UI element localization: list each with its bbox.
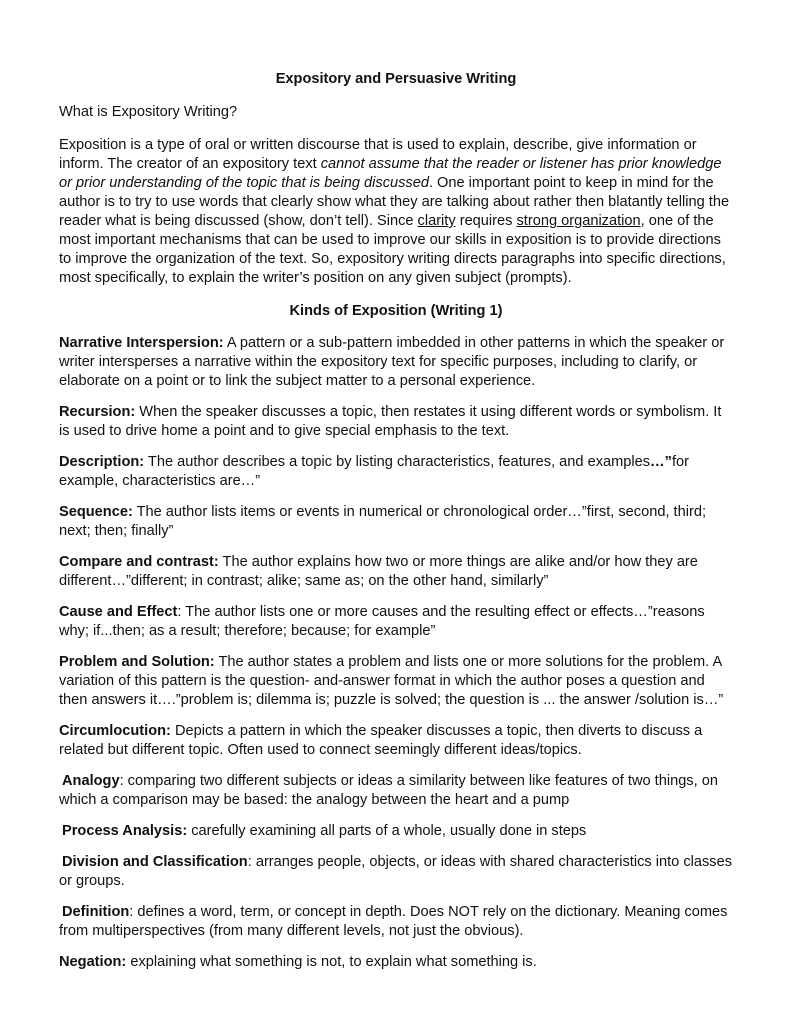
entry-analogy <box>59 772 733 810</box>
intro-text-1: Exposition is a type of oral or written discourse that is used to explain, describe, give information or inform. The creator of an expository text <box>59 137 697 172</box>
entry-problem-solution <box>59 653 733 710</box>
document-page <box>59 70 733 984</box>
underlined-strong-organization: strong organization <box>516 213 641 229</box>
entry-bold-ellipsis: …” <box>650 454 672 470</box>
entry-circumlocution <box>59 722 733 760</box>
entry-recursion <box>59 403 733 441</box>
entry-term: Process Analysis: <box>62 823 188 839</box>
entry-term: Compare and contrast: <box>59 554 219 570</box>
entry-text: carefully examining all parts of a whole, usually done in steps <box>187 823 587 839</box>
section-subtitle: Kinds of Exposition (Writing 1) <box>289 303 503 319</box>
entry-text: : comparing two different subjects or ideas a similarity between like features of two things, on which a comparison may be based: the analogy between the heart and a pump <box>59 773 718 808</box>
entry-process-analysis <box>59 822 733 841</box>
document-title: Expository and Persuasive Writing <box>275 71 517 87</box>
entry-term: Description: <box>59 454 145 470</box>
entry-narrative-interspersion <box>59 334 733 391</box>
entry-term: Sequence: <box>59 504 133 520</box>
entry-text: : arranges people, objects, or ideas with shared characteristics into classes or groups. <box>59 854 732 889</box>
entry-term: Circumlocution: <box>59 723 171 739</box>
intro-text-3: requires <box>455 213 517 229</box>
entry-term: Recursion: <box>59 404 136 420</box>
entry-text: A pattern or a sub-pattern imbedded in other patterns in which the speaker or writer intersperses a narrative within the expository text for specific purposes, including to clarify, or elaborate on a point or to link the subject matter to a personal experience. <box>59 335 725 389</box>
entry-division-classification <box>59 853 733 891</box>
entry-term: Negation: <box>59 954 127 970</box>
entry-term: Division and Classification <box>62 854 248 870</box>
entry-text-continued: for example, characteristics are…” <box>59 454 689 489</box>
intro-paragraph <box>59 136 733 288</box>
entry-text: The author describes a topic by listing characteristics, features, and examples <box>144 454 651 470</box>
entry-term: Definition <box>62 904 130 920</box>
entry-text: : The author lists one or more causes and the resulting effect or effects…”reasons why; if...then; as a result; therefore; because; for example” <box>59 604 705 639</box>
entry-definition <box>59 903 733 941</box>
intro-text-2: . One important point to keep in mind for the author is to try to use words that clearly show what they are talking about rather then blatantly telling the reader what is being discussed (show, don’t tell). Since <box>59 175 730 229</box>
entry-text: Depicts a pattern in which the speaker discusses a topic, then diverts to discuss a related but different topic. Often used to connect seemingly different ideas/topics. <box>59 723 703 758</box>
intro-italic-text: cannot assume that the reader or listener has prior knowledge or prior understanding of the topic that is being discussed <box>59 156 722 191</box>
entry-description <box>59 453 733 491</box>
intro-text-4: , one of the most important mechanisms that can be used to improve our skills in exposition is to provide directions to improve the organization of the text. So, expository writing directs paragraphs into specific directions, most specifically, to explain the writer’s position on any given subject (prompts). <box>59 213 726 286</box>
entry-compare-contrast <box>59 553 733 591</box>
entry-term: Problem and Solution: <box>59 654 215 670</box>
entry-negation <box>59 953 733 972</box>
entry-text: The author lists items or events in numerical or chronological order…”first, second, third; next; then; finally” <box>59 504 706 539</box>
entry-term: Narrative Interspersion: <box>59 335 224 351</box>
entry-term: Analogy <box>62 773 120 789</box>
underlined-clarity: clarity <box>417 213 456 229</box>
entry-sequence <box>59 503 733 541</box>
entry-text: The author states a problem and lists one or more solutions for the problem. A variation of this pattern is the question- and-answer format in which the author poses a question and then answers it….”problem is; dilemma is; puzzle is solved; the question is ... the answer /solution is…” <box>59 654 724 708</box>
entry-text: The author explains how two or more things are alike and/or how they are different…”different; in contrast; alike; same as; on the other hand, similarly” <box>59 554 698 589</box>
entry-cause-effect <box>59 603 733 641</box>
entry-text: explaining what something is not, to explain what something is. <box>126 954 537 970</box>
entry-text: : defines a word, term, or concept in depth. Does NOT rely on the dictionary. Meaning comes from multiperspectives (from many different levels, not just the obvious). <box>59 904 728 939</box>
section-question: What is Expository Writing? <box>59 104 238 120</box>
entry-term: Cause and Effect <box>59 604 178 620</box>
entry-text: When the speaker discusses a topic, then restates it using different words or symbolism. It is used to drive home a point and to give special emphasis to the text. <box>59 404 722 439</box>
